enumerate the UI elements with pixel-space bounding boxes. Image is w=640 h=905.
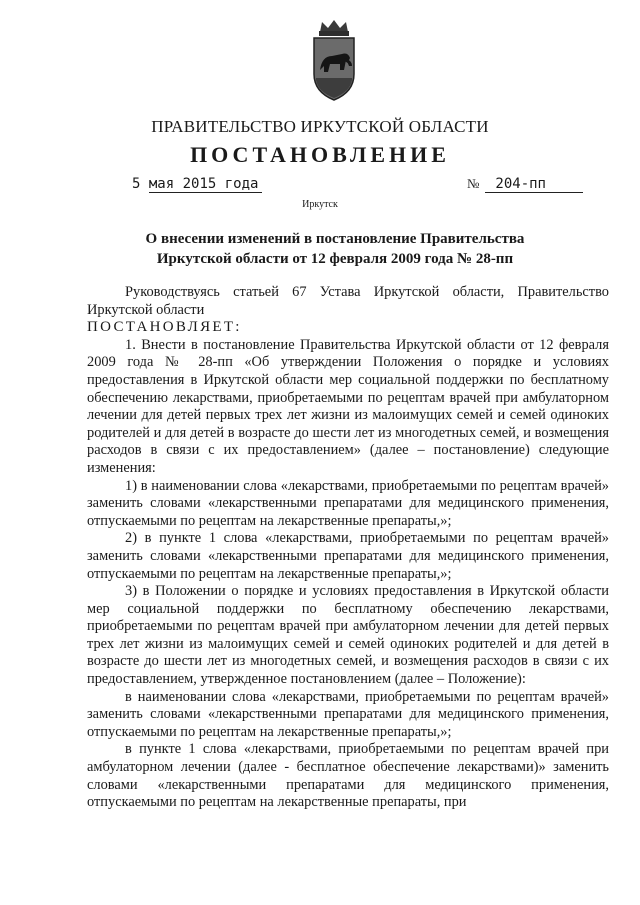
paragraph: 1) в наименовании слова «лекарствами, приобретаемыми по рецептам врачей» заменить словами «лекарственными препаратами для медицинского применения, отпускаемыми по рецептам на лекарственные препараты,»; [87, 477, 609, 529]
government-title: ПРАВИТЕЛЬСТВО ИРКУТСКОЙ ОБЛАСТИ [151, 117, 489, 136]
document-date [132, 176, 262, 192]
document-subject: О внесении изменений в постановление Правительства Иркутской области от 12 февраля 2009 года № 28-пп [145, 231, 525, 267]
paragraph: в наименовании слова «лекарствами, приобретаемыми по рецептам врачей» заменить словами «лекарственными препаратами для медицинского применения, отпускаемыми по рецептам на лекарственные препараты,»; [87, 688, 609, 740]
document-type: ПОСТАНОВЛЕНИЕ [190, 142, 450, 167]
number-value: 204-пп [485, 176, 583, 193]
coat-of-arms-icon [306, 18, 362, 104]
number-label: № [467, 176, 480, 191]
preamble: Руководствуясь статьей 67 Устава Иркутской области, Правительство Иркутской области [87, 284, 609, 318]
paragraph: 3) в Положении о порядке и условиях предоставления в Иркутской области мер социальной поддержки по бесплатному обеспечению лекарствами, приобретаемыми по рецептам врачей при амбулаторном лечении для детей первых трех лет жизни из малоимущих семей и семей одиноких родителей и для детей в возрасте до шести лет из многодетных семей, и возмещения расходов в связи с их предоставлением, утвержденное постановлением (далее – Положение): [87, 583, 609, 688]
paragraph: 2) в пункте 1 слова «лекарствами, приобретаемыми по рецептам врачей» заменить словами «лекарственными препаратами для медицинского применения, отпускаемыми по рецептам на лекарственные препараты,»; [87, 530, 609, 582]
resolves-heading: ПОСТАНОВЛЯЕТ: [87, 319, 242, 336]
document-number [467, 176, 583, 193]
city: Иркутск [302, 199, 338, 210]
document-body [87, 284, 609, 812]
paragraph: 1. Внести в постановление Правительства Иркутской области от 12 февраля 2009 года № 28-пп «Об утверждении Положения о порядке и условиях предоставления в Иркутской области мер социальной поддержки по бесплатному обеспечению лекарствами, приобретаемыми по рецептам врачей при амбулаторном лечении для детей первых трех лет жизни из малоимущих семей и семей одиноких родителей и для детей в возрасте до шести лет из многодетных семей, и возмещения расходов в связи с их предоставлением» (далее – постановление) следующие изменения: [87, 336, 609, 476]
date-month-year: мая 2015 года [149, 176, 263, 193]
date-day: 5 [132, 176, 141, 192]
paragraph: в пункте 1 слова «лекарствами, приобретаемыми по рецептам врачей при амбулаторном лечении (далее - бесплатное обеспечение лекарствами)» заменить словами «лекарственными препаратами для медицинского применения, отпускаемыми по рецептам на лекарственные препараты, при [87, 741, 609, 811]
